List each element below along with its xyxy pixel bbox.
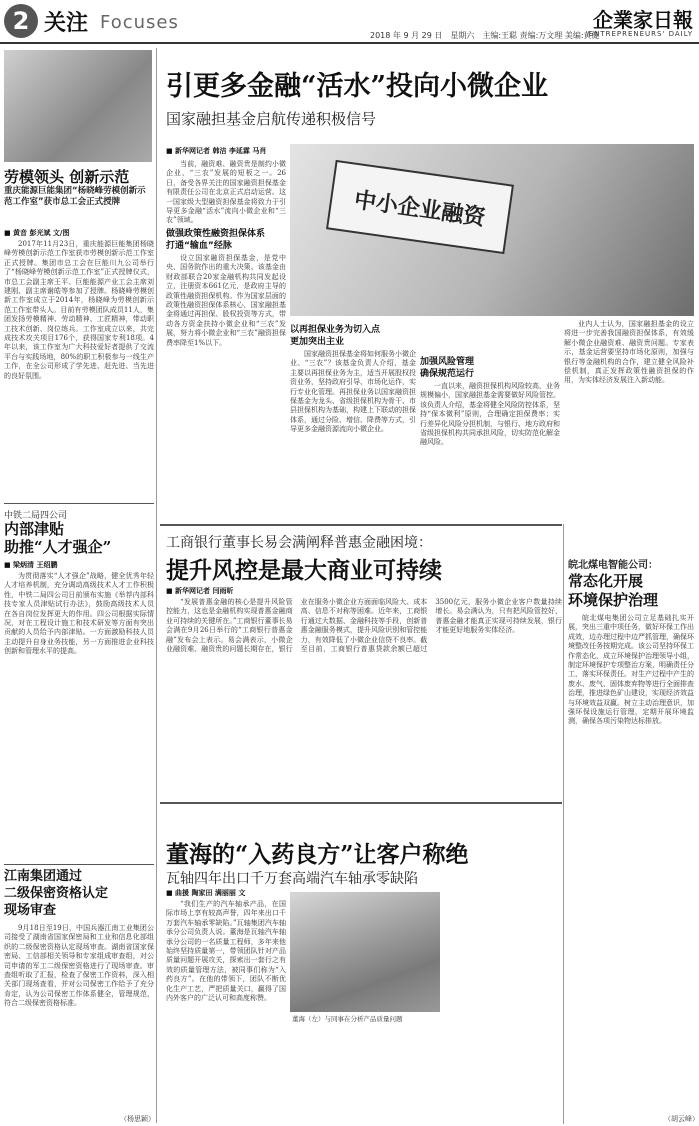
- divider: [160, 524, 562, 526]
- column-divider: [563, 524, 564, 1124]
- section-title: 关注: [44, 10, 89, 36]
- article-title: 江南集团通过 二级保密资格认定 现场审查: [4, 869, 109, 918]
- byline: ■ 黄音 彭光斌 文/图: [4, 229, 70, 237]
- headline: 提升风控是最大商业可持续: [166, 557, 442, 584]
- lead-paragraph: 当前，融资难、融资贵是制约小微企业、“三农”发展的短板之一。26日，备受各界关注的国家融资担保基金有限责任公司在北京正式启动运营。这一国家级大型融资担保基金将致力于引导更多金融“活水”流向小微企业和“三农”领域。: [166, 160, 286, 225]
- brand-logo: 企業家日報: [593, 8, 693, 32]
- main-photo: [290, 144, 694, 316]
- subheadline: 瓦轴四年出口千万套高端汽车轴承零缺陷: [166, 871, 418, 887]
- article-title: 劳模领头 创新示范: [4, 168, 130, 186]
- article-body: 业内人士认为，国家融担基金的设立将进一步完善我国融资担保体系，有效缓解小微企业融资难、融资贵问题。专家表示，基金运营要坚持市场化原则，加强与银行等金融机构的合作，建立健全风险补偿机制，真正发挥政策性融资担保的作用，为实体经济发展注入新动能。: [564, 320, 694, 385]
- article-body: 一直以来，融资担保机构风险较高，业务规模偏小，国家融担基金需要做好风险管控。该负责人介绍，基金将健全风险防控体系，坚持“保本微利”原则，合理确定担保费率；实行差异化风险分担机制，与银行、地方政府和省级担保机构共同承担风险，切实防范化解金融风险。: [420, 382, 560, 447]
- headline-lead: 工商银行董事长易会满阐释普惠金融困境：: [166, 535, 432, 551]
- article-photo: [290, 892, 440, 1012]
- article-body: 皖北煤电集团公司立足基础扎实开展，突出三重中项任务，做好环保工作出成效，边办理过程中边严抓管理，确保环境整改任务按期完成。该公司坚持环保工作常态化，成立环境保护治理领导小组，制定环境保护专项整治方案，明确责任分工，落实环保责任。对生产过程中产生的废水、废气、固体废弃物等进行全面排查治理，推进绿色矿山建设，实现经济效益与环境效益双赢。树立主动治理意识，加强环保设施运行管理，定期开展环境监测，确保各项污染物达标排放。: [568, 614, 694, 726]
- column-divider: [156, 48, 157, 1123]
- brand-en: ENTREPRENEURS' DAILY: [588, 30, 693, 38]
- signoff: （胡云峰）: [664, 1115, 699, 1123]
- byline: ■ 曲援 陶家田 满丽丽 文: [166, 889, 246, 897]
- headline: 引更多金融“活水”投向小微企业: [166, 71, 549, 102]
- article-kicker: 中铁二局四公司: [4, 511, 68, 521]
- byline: ■ 梁炳清 王绍鹏: [4, 561, 58, 569]
- section-title-en: Focuses: [100, 12, 179, 33]
- article-body: 设立国家融资担保基金，是党中央、国务院作出的重大决策。该基金由财政部联合20家金融机构共同发起设立，注册资本661亿元，是政府主导的政策性融资担保机构。作为国家层面的政策性融资担保体系核心，国家融担基金将通过再担保、股权投资等方式，带动各方资金扶持小微企业和“三农”发展，努力将小微企业和“三农”融资担保费率降至1%以下。: [166, 254, 286, 347]
- date-line: 2018 年 9 月 29 日 星期六 主编:王聪 责编:万文理 美编:黄健: [370, 31, 600, 40]
- article-subtitle: 重庆能源巨能集团“杨晓峰劳模创新示范工作室”获市总工会正式授牌: [4, 186, 146, 207]
- page-header: [0, 0, 699, 44]
- article-body: “发展普惠金融的核心是提升风险管控能力，这也是金融机构实现普惠金融商业可持续的关键所在。”工商银行董事长易会满在9月26日举行的“工商银行普惠金融”发布会上表示。易会满表示，小微企业融资难、融资贵的问题长期存在，银行业在服务小微企业方面面临风险大、成本高、信息不对称等困难。近年来，工商银行通过大数据、金融科技等手段，创新普惠金融服务模式，提升风险识别和管控能力，有效降低了小微企业信贷不良率。截至目前，工商银行普惠贷款余额已超过3500亿元，服务小微企业客户数量持续增长。易会满认为，只有把风险管控好，普惠金融才能真正实现可持续发展，银行才能更好地服务实体经济。: [166, 598, 562, 654]
- section-subhead: 加强风险管理 确保规范运行: [420, 357, 475, 379]
- article-body: [444, 892, 560, 1122]
- article-title: 内部津贴 助推“人才强企”: [4, 520, 112, 556]
- divider: [4, 864, 154, 865]
- byline: ■ 新华网记者 闫雨昕: [166, 587, 234, 595]
- article-body: 2017年11月23日，重庆能源巨能集团杨晓峰劳模创新示范工作室获市劳模创新示范工作室正式授牌。集团市总工会在巨能川九公司举行了“杨晓峰劳模创新示范工作室”正式授牌仪式，市总工会副主席王平、巨能能源产业工会主席刘建刚、副主席谢皓等参加了授牌。杨晓峰劳模创新工作室成立于2014年，杨晓峰为劳模创新示范工作室带头人。目前有劳模团队成员11人，集团发扬劳模精神、劳动精神、工匠精神，带动职工技术创新、岗位练兵。工作室成立以来，共完成技术攻关项目176个，获得国家专利18项。4年以来，该工作室为广大科技爱好者提供了交流平台与实践场地，80%的职工积极参与一线生产工作，在全公司形成了学先进、赶先进、当先进的良好氛围。: [4, 240, 154, 380]
- article-body: 国家融资担保基金将如何服务小微企业、“三农”？该基金负责人介绍，基金主要以再担保业务为主，适当开展股权投资业务，坚持政府引导、市场化运作，实行专业化管理。再担保业务以国家融资担保基金为龙头、省级担保机构为骨干、市县担保机构为基础，构建上下联动的担保体系，通过分险、增信、降费等方式，引导更多金融资源流向小微企业。: [290, 350, 416, 434]
- photo-caption: 董海（左）与同事在分析产品质量问题: [292, 1015, 403, 1023]
- divider: [160, 802, 562, 804]
- divider: [4, 503, 154, 504]
- headline: 董海的“入药良方”让客户称绝: [166, 841, 469, 868]
- article-body: 为贯彻落实“人才强企”战略，健全优秀年轻人才培养机制，充分调动高级技术人才工作积极性，中铁二局四公司日前颁布实施《举荐内部科技专家人员津贴试行办法》，鼓励高级技术人员在各自岗位发挥更大的作用。四公司根据实际情况，对在工程设计施工和技术研发等方面有突出贡献的人员给予内部津贴。一方面激励科技人员主动提升自身业务技能，另一方面推进企业科技创新和管理水平的提高。: [4, 572, 154, 656]
- section-subhead: 以再担保业务为切入点 更加突出主业: [290, 325, 381, 347]
- article-kicker: 皖北煤电智能公司：: [568, 560, 658, 571]
- byline: ■ 新华网记者 韩洁 李延霖 马肖: [166, 147, 267, 155]
- photo-sign: [326, 160, 514, 254]
- article-body: 9月18日至19日，中国兵器江南工业集团公司接受了湖南省国家保密局和工业和信息化部组织的二级保密资格认定现场审查。湖南省国家保密局、工信部相关领导和专家组成审查组，对公司申请的军工二级保密资格进行了现场审查。审查组听取了汇报，检查了保密工作资料，深入相关部门现场查看，并对公司保密工作给予了充分肯定，认为公司保密工作体系健全，管理规范，符合二级保密资格标准。: [4, 924, 154, 1008]
- signoff: （杨思颖）: [120, 1115, 155, 1123]
- left-photo: [4, 50, 152, 162]
- page-number: 2: [4, 4, 38, 38]
- article-title: 常态化开展 环境保护治理: [568, 572, 659, 609]
- photo-sign-text: 中小企业融资: [352, 186, 487, 232]
- subheadline: 国家融担基金启航传递积极信号: [166, 110, 377, 128]
- section-subhead: 做强政策性融资担保体系 打通“输血”经脉: [166, 229, 266, 251]
- article-body: “我们生产的汽车轴承产品，在国际市场上享有较高声誉，四年来出口千万套汽车轴承零缺陷。”瓦轴集团汽车轴承分公司负责人说。董海是瓦轴汽车轴承分公司的一名质量工程师，多年来他始终坚持质量第一，带领团队针对产品质量问题开展攻关，探索出一套行之有效的质量管理方法，被同事们称为“入药良方”。在他的带领下，团队不断优化生产工艺，严把质量关口，赢得了国内外客户的广泛认可和高度称赞。: [166, 900, 286, 1003]
